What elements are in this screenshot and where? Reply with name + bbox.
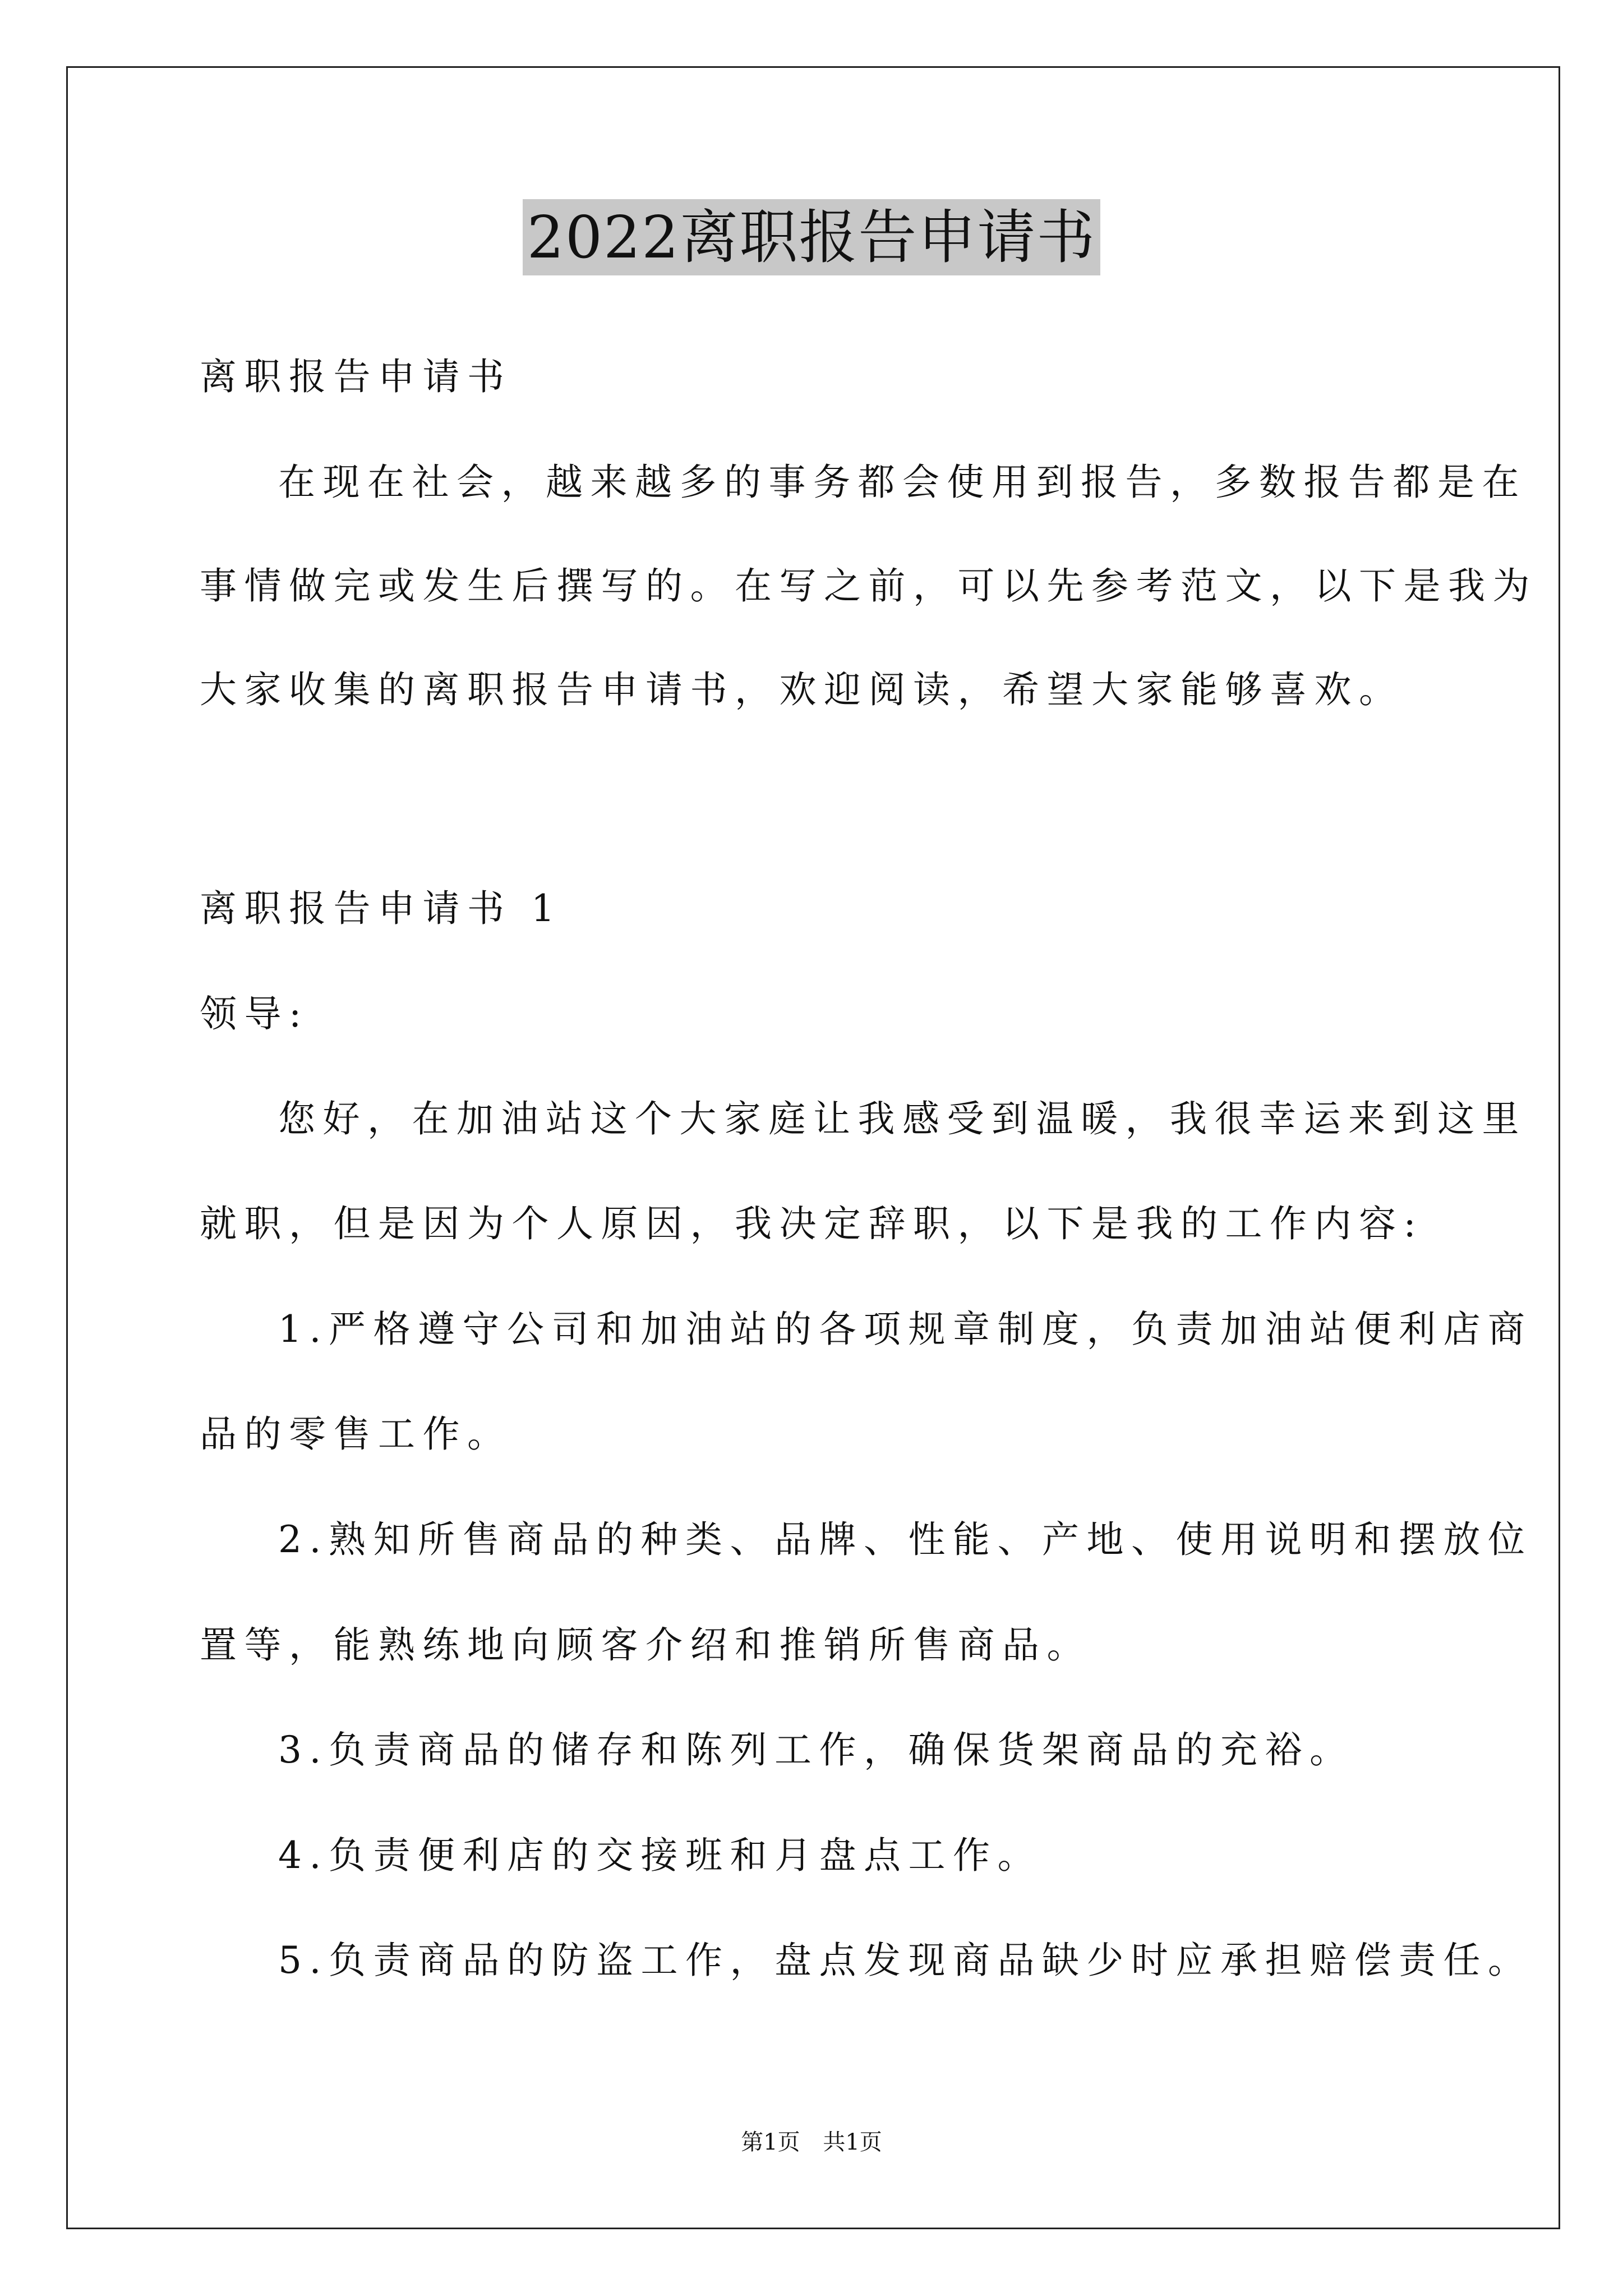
list-item: 1.严格遵守公司和加油站的各项规章制度，负责加油站便利店商 [278,1308,1533,1351]
page-total: 共1页 [823,2129,882,2155]
salutation: 领导: [200,992,309,1036]
paragraph-line: 大家收集的离职报告申请书，欢迎阅读，希望大家能够喜欢。 [200,668,1404,711]
list-item-continuation: 品的零售工作。 [200,1412,512,1456]
page-number: 第1页 [741,2129,800,2155]
page-footer [0,2128,1623,2157]
section-heading: 离职报告申请书 [200,355,512,398]
list-item: 4.负责便利店的交接班和月盘点工作。 [278,1834,1042,1877]
title-wrap [0,199,1623,275]
paragraph-line: 您好，在加油站这个大家庭让我感受到温暖，我很幸运来到这里 [278,1097,1527,1140]
list-item: 5.负责商品的防盗工作，盘点发现商品缺少时应承担赔偿责任。 [278,1939,1533,1982]
paragraph-line: 事情做完或发生后撰写的。在写之前，可以先参考范文，以下是我为 [200,564,1537,608]
document-title: 2022离职报告申请书 [523,199,1101,275]
list-item: 2.熟知所售商品的种类、品牌、性能、产地、使用说明和摆放位 [278,1518,1533,1561]
paragraph-line: 就职，但是因为个人原因，我决定辞职，以下是我的工作内容: [200,1202,1424,1245]
list-item-continuation: 置等，能熟练地向顾客介绍和推销所售商品。 [200,1623,1091,1667]
section-heading: 离职报告申请书 1 [200,887,562,930]
list-item: 3.负责商品的储存和陈列工作，确保货架商品的充裕。 [278,1728,1354,1772]
paragraph-line: 在现在社会，越来越多的事务都会使用到报告，多数报告都是在 [278,461,1527,504]
